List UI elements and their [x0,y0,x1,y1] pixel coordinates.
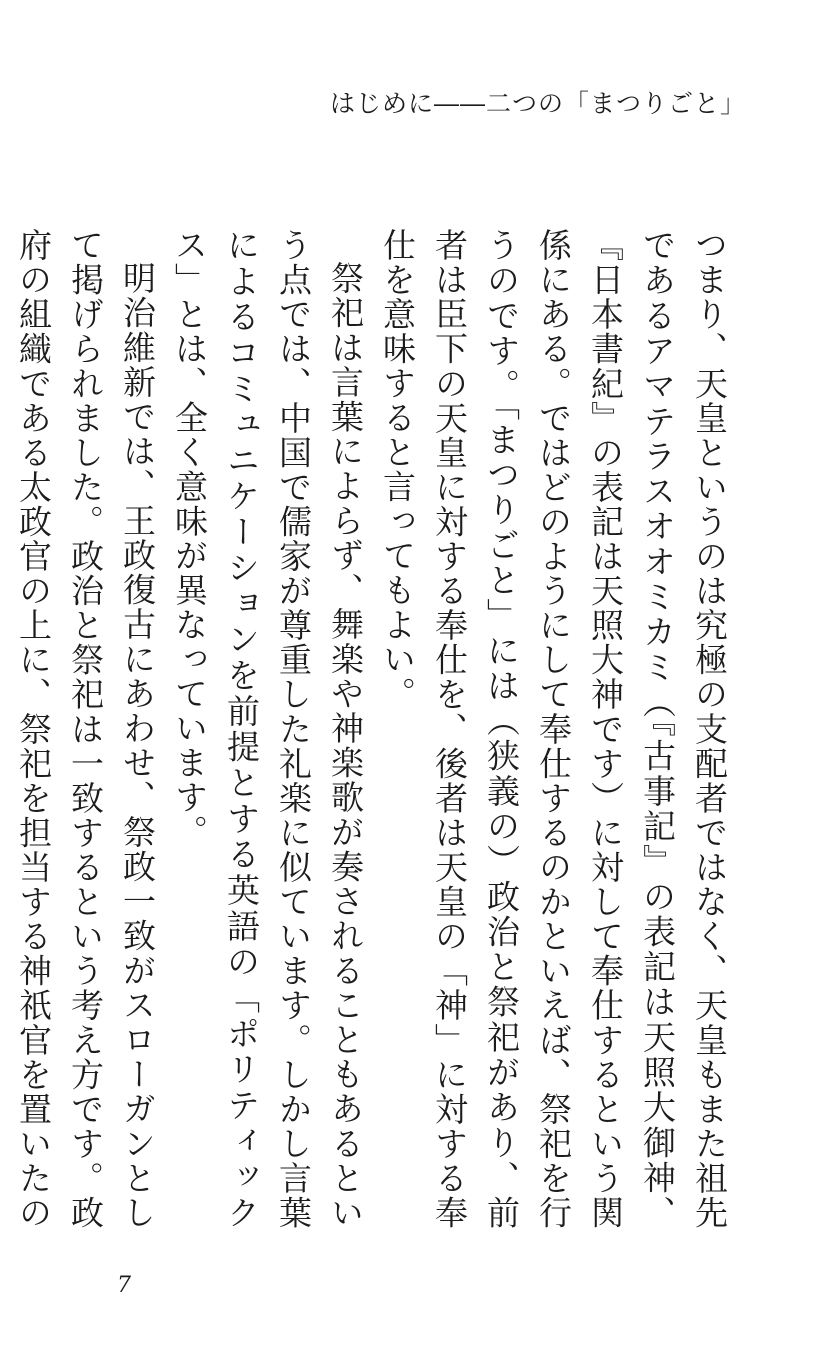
page-number: 7 [117,1273,131,1298]
paragraph: 祭祀は言葉によらず、舞楽や神楽歌が奏されることもあるという点では、中国で儒家が尊重した礼楽に似ています。しかし言葉によるコミュニケーションを前提とする英語の「ポリティックス」とは、全く意味が異なっています。 [170,228,365,1230]
paragraph: つまり、天皇というのは究極の支配者ではなく、天皇もまた祖先であるアマテラスオオミカミ（『古事記』の表記は天照大御神、『日本書紀』の表記は天照大神です）に対して奉仕するという関係にある。ではどのようにして奉仕するのかといえば、祭祀を行うのです。「まつりごと」には（狭義の）政治と祭祀があり、前者は臣下の天皇に対する奉仕を、後者は天皇の「神」に対する奉仕を意味すると言ってもよい。 [378,228,729,1231]
running-head: はじめに――二つの「まつりごと」 [329,89,746,118]
body-text [14,228,735,1231]
paragraph: 明治維新では、王政復古にあわせ、祭政一致がスローガンとして掲げられました。政治と祭祀は一致するという考え方です。政府の組織である太政官の上に、祭祀を担当する神祇官を置いたの [14,228,157,1231]
